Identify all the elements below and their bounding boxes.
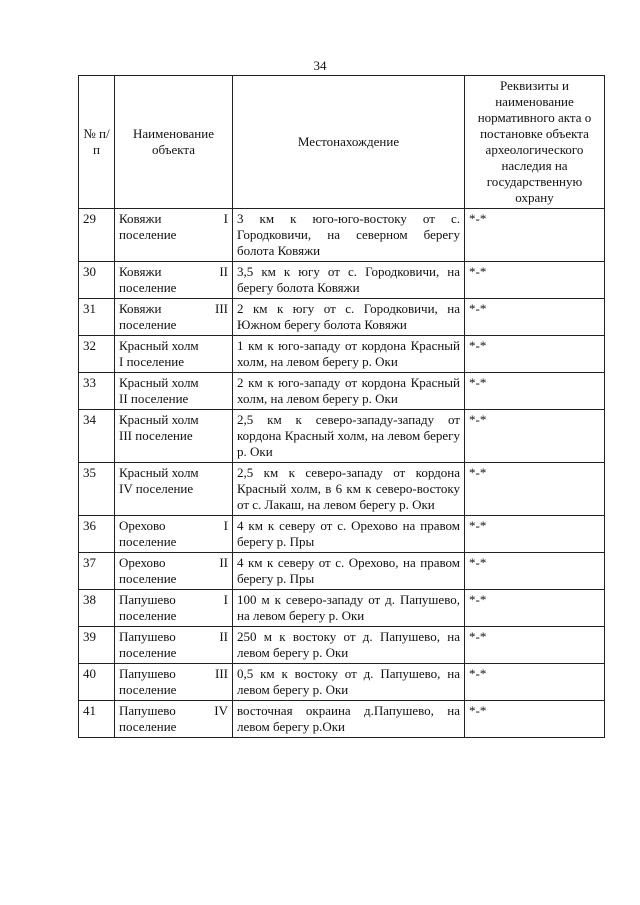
header-object-name: Наименование объекта (115, 76, 233, 209)
object-name: Красный холм (119, 375, 199, 390)
object-numeral: II (219, 629, 228, 644)
object-name: Папушево (119, 592, 176, 607)
location-cell: 4 км к северу от с. Орехово, на правом берегу р. Пры (233, 553, 465, 590)
row-number: 41 (79, 701, 115, 738)
object-name-cell (115, 209, 233, 262)
table-row (79, 590, 605, 627)
object-type: поселение (119, 719, 177, 734)
object-name-cell (115, 262, 233, 299)
object-name: Папушево (119, 629, 176, 644)
object-numeral: II (219, 264, 228, 279)
act-cell: *-* (465, 590, 605, 627)
row-number: 39 (79, 627, 115, 664)
object-name: Ковяжи (119, 211, 162, 226)
location-cell: 100 м к северо-западу от д. Папушево, на левом берегу р. Оки (233, 590, 465, 627)
object-type: поселение (119, 608, 177, 623)
row-number: 36 (79, 516, 115, 553)
object-numeral: I (223, 211, 228, 226)
object-name-cell (115, 463, 233, 516)
act-cell: *-* (465, 410, 605, 463)
object-name-cell (115, 664, 233, 701)
table-header-row (79, 76, 605, 209)
row-number: 33 (79, 373, 115, 410)
object-type: поселение (119, 280, 177, 295)
header-number: № п/п (79, 76, 115, 209)
act-cell: *-* (465, 373, 605, 410)
act-cell: *-* (465, 463, 605, 516)
row-number: 31 (79, 299, 115, 336)
object-name: Папушево (119, 666, 176, 681)
table-row (79, 701, 605, 738)
location-cell: 4 км к северу от с. Орехово на правом берегу р. Пры (233, 516, 465, 553)
act-cell: *-* (465, 209, 605, 262)
object-name-cell (115, 627, 233, 664)
table-row (79, 373, 605, 410)
table-row (79, 410, 605, 463)
table-row (79, 262, 605, 299)
table-row (79, 336, 605, 373)
header-location: Местонахождение (233, 76, 465, 209)
object-numeral: IV (214, 703, 228, 718)
row-number: 30 (79, 262, 115, 299)
location-cell: 250 м к востоку от д. Папушево, на левом берегу р. Оки (233, 627, 465, 664)
act-cell: *-* (465, 701, 605, 738)
object-name-cell (115, 590, 233, 627)
object-type: поселение (119, 227, 177, 242)
object-name: Ковяжи (119, 301, 162, 316)
table-row (79, 209, 605, 262)
object-name: Красный холм (119, 465, 199, 480)
table-body (79, 209, 605, 738)
object-name-cell (115, 410, 233, 463)
object-name: Красный холм (119, 338, 199, 353)
location-cell: 2 км к юго-западу от кордона Красный холм, на левом берегу р. Оки (233, 373, 465, 410)
act-cell: *-* (465, 627, 605, 664)
object-numeral: I (223, 592, 228, 607)
object-type: поселение (119, 571, 177, 586)
row-number: 32 (79, 336, 115, 373)
row-number: 40 (79, 664, 115, 701)
location-cell: 3 км к юго-юго-востоку от с. Городковичи, на северном берегу болота Ковяжи (233, 209, 465, 262)
object-name-cell (115, 299, 233, 336)
object-name-cell (115, 701, 233, 738)
act-cell: *-* (465, 262, 605, 299)
act-cell: *-* (465, 553, 605, 590)
table-row (79, 299, 605, 336)
act-cell: *-* (465, 336, 605, 373)
location-cell: 1 км к юго-западу от кордона Красный холм, на левом берегу р. Оки (233, 336, 465, 373)
act-cell: *-* (465, 664, 605, 701)
object-type: I поселение (119, 354, 184, 369)
location-cell: 3,5 км к югу от с. Городковичи, на берегу болота Ковяжи (233, 262, 465, 299)
row-number: 29 (79, 209, 115, 262)
object-name-cell (115, 336, 233, 373)
row-number: 34 (79, 410, 115, 463)
location-cell: 2,5 км к северо-западу от кордона Красный холм, в 6 км к северо-востоку от с. Лакаш, на левом берегу р. Оки (233, 463, 465, 516)
location-cell: 0,5 км к востоку от д. Папушево, на левом берегу р. Оки (233, 664, 465, 701)
table-row (79, 463, 605, 516)
object-name-cell (115, 373, 233, 410)
object-type: поселение (119, 534, 177, 549)
object-name-cell (115, 516, 233, 553)
object-name: Орехово (119, 518, 166, 533)
table-row (79, 664, 605, 701)
object-type: поселение (119, 682, 177, 697)
table-row (79, 516, 605, 553)
object-numeral: II (219, 555, 228, 570)
table-row (79, 553, 605, 590)
row-number: 35 (79, 463, 115, 516)
row-number: 37 (79, 553, 115, 590)
table-row (79, 627, 605, 664)
object-type: II поселение (119, 391, 189, 406)
object-name: Орехово (119, 555, 166, 570)
object-numeral: III (215, 301, 228, 316)
object-type: поселение (119, 645, 177, 660)
page-number: 34 (313, 58, 327, 73)
object-numeral: I (223, 518, 228, 533)
location-cell: восточная окраина д.Папушево, на левом берегу р.Оки (233, 701, 465, 738)
object-name: Красный холм (119, 412, 199, 427)
header-act-details: Реквизиты и наименование нормативного акта о постановке объекта археологического наследия на государственную охрану (465, 76, 605, 209)
row-number: 38 (79, 590, 115, 627)
object-type: III поселение (119, 428, 193, 443)
act-cell: *-* (465, 516, 605, 553)
object-name: Ковяжи (119, 264, 162, 279)
location-cell: 2 км к югу от с. Городковичи, на Южном берегу болота Ковяжи (233, 299, 465, 336)
object-name-cell (115, 553, 233, 590)
heritage-objects-table (78, 75, 605, 738)
object-type: поселение (119, 317, 177, 332)
location-cell: 2,5 км к северо-западу-западу от кордона Красный холм, на левом берегу р. Оки (233, 410, 465, 463)
act-cell: *-* (465, 299, 605, 336)
object-type: IV поселение (119, 481, 194, 496)
object-numeral: III (215, 666, 228, 681)
object-name: Папушево (119, 703, 176, 718)
